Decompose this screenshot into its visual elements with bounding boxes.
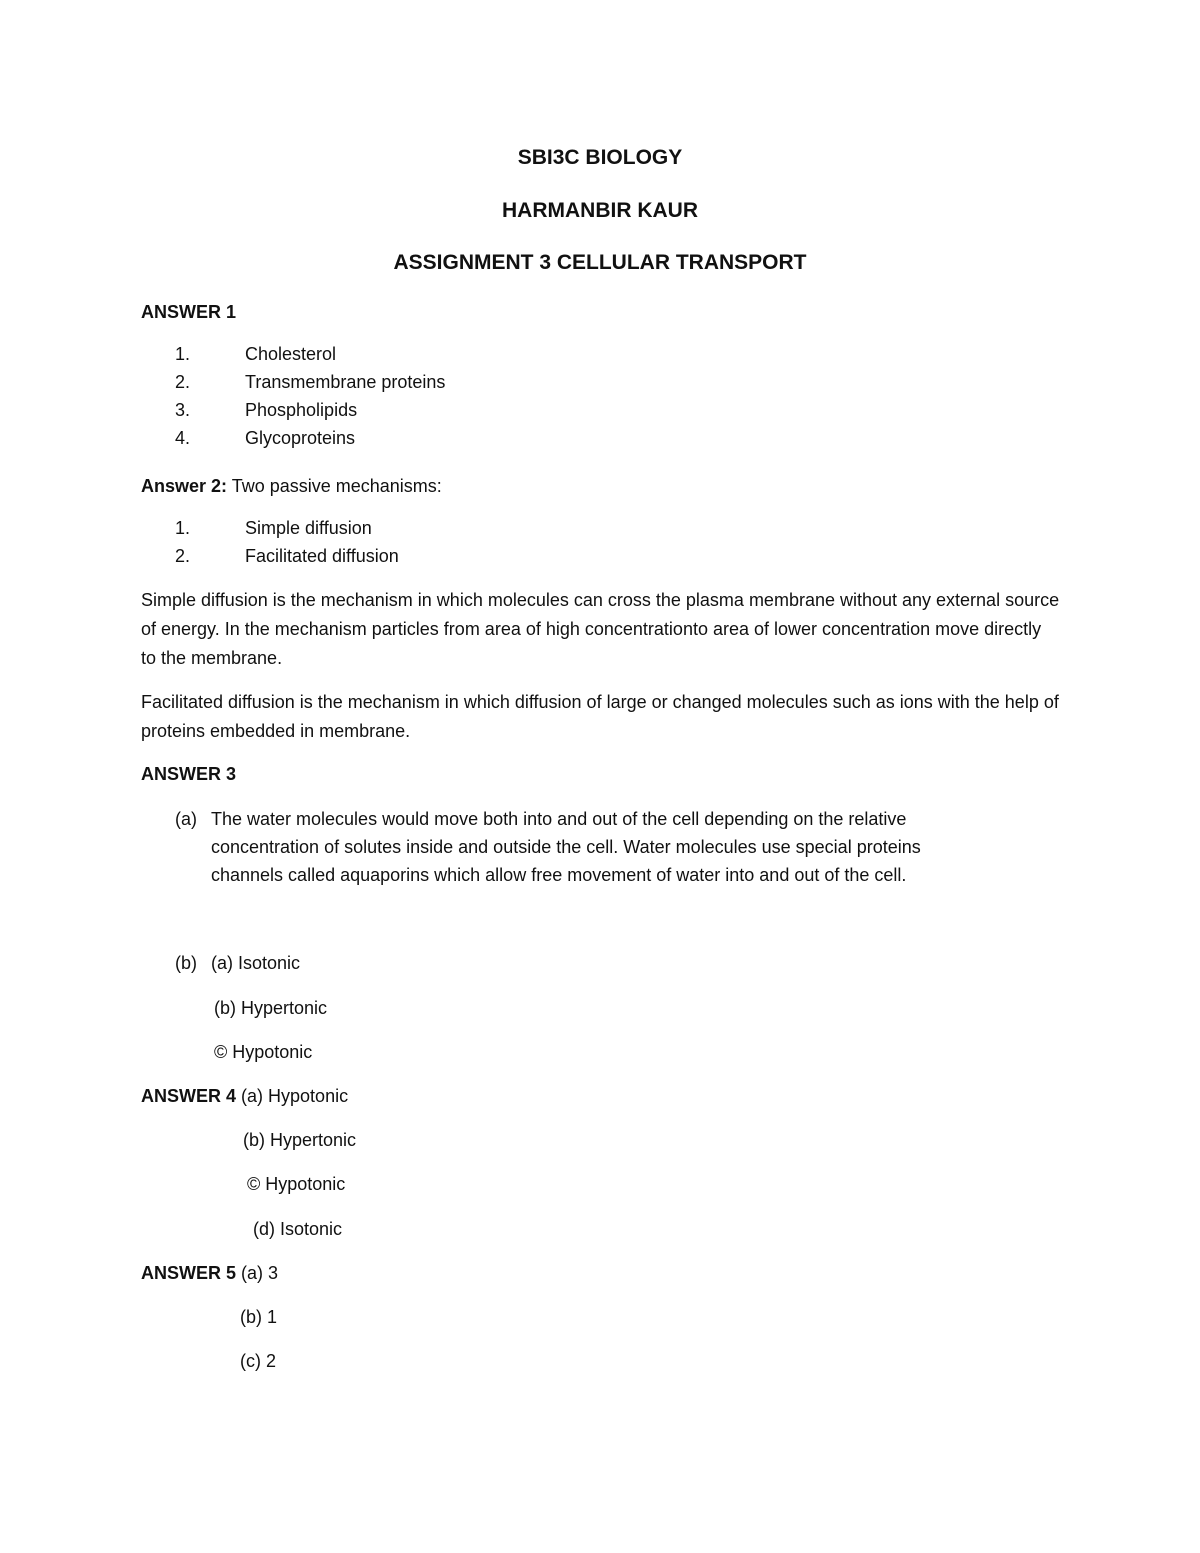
answer3-heading: ANSWER 3 xyxy=(141,764,237,784)
answer2-paragraph-simple: Simple diffusion is the mechanism in which molecules can cross the plasma membrane without any external source of energy. In the mechanism particles from area of high concentrationto area of lower concentration move directly to the membrane. xyxy=(141,590,1060,668)
list-text: Cholesterol xyxy=(245,344,337,364)
answer3-part-a-label: (a) xyxy=(175,809,197,829)
list-item xyxy=(175,372,445,393)
list-number: 1. xyxy=(175,344,191,364)
answer4-item: (a) Hypotonic xyxy=(241,1086,349,1106)
list-text: Phospholipids xyxy=(245,400,358,420)
list-number: 2. xyxy=(175,546,191,566)
answer3-part-b-label: (b) xyxy=(175,953,197,973)
answer3-part-a-line: concentration of solutes inside and outside the cell. Water molecules use special proteins xyxy=(211,837,921,857)
answer5-item: (a) 3 xyxy=(241,1263,279,1283)
course-title: SBI3C BIOLOGY xyxy=(517,146,683,169)
answer3-part-b-item: (a) Isotonic xyxy=(211,953,301,973)
list-number: 1. xyxy=(175,518,191,538)
answer4-item: © Hypotonic xyxy=(247,1174,346,1194)
student-name: HARMANBIR KAUR xyxy=(502,199,698,222)
list-text: Simple diffusion xyxy=(245,518,372,538)
answer2-paragraph-facilitated: Facilitated diffusion is the mechanism in which diffusion of large or changed molecules such as ions with the help of proteins embedded in membrane. xyxy=(141,692,1059,741)
answer3-part-b-item: (b) Hypertonic xyxy=(214,998,328,1018)
answer2-intro xyxy=(141,476,442,497)
answer4-heading: ANSWER 4 xyxy=(141,1086,237,1106)
answer4-row xyxy=(141,1086,348,1107)
answer3-part-a-line: channels called aquaporins which allow free movement of water into and out of the cell. xyxy=(211,865,907,885)
answer3-part-b-item: © Hypotonic xyxy=(214,1042,313,1062)
answer3-part-a-line: The water molecules would move both into and out of the cell depending on the relative xyxy=(211,809,907,829)
list-text: Facilitated diffusion xyxy=(245,546,399,566)
answer2-label: Answer 2: xyxy=(141,476,228,496)
list-item xyxy=(175,344,336,365)
assignment-title: ASSIGNMENT 3 CELLULAR TRANSPORT xyxy=(393,251,807,274)
answer4-item: (d) Isotonic xyxy=(253,1219,343,1239)
answer5-row xyxy=(141,1263,278,1284)
list-number: 3. xyxy=(175,400,191,420)
list-item xyxy=(175,400,357,421)
answer2-intro-text: Two passive mechanisms: xyxy=(227,476,442,496)
list-item xyxy=(175,546,399,567)
answer5-item: (b) 1 xyxy=(240,1307,278,1327)
list-item xyxy=(175,518,372,539)
list-item xyxy=(175,428,355,449)
list-number: 2. xyxy=(175,372,191,392)
list-text: Transmembrane proteins xyxy=(245,372,446,392)
answer4-item: (b) Hypertonic xyxy=(243,1130,357,1150)
answer5-heading: ANSWER 5 xyxy=(141,1263,237,1283)
answer1-heading: ANSWER 1 xyxy=(141,302,237,322)
list-number: 4. xyxy=(175,428,191,448)
answer5-item: (c) 2 xyxy=(240,1351,276,1371)
list-text: Glycoproteins xyxy=(245,428,356,448)
